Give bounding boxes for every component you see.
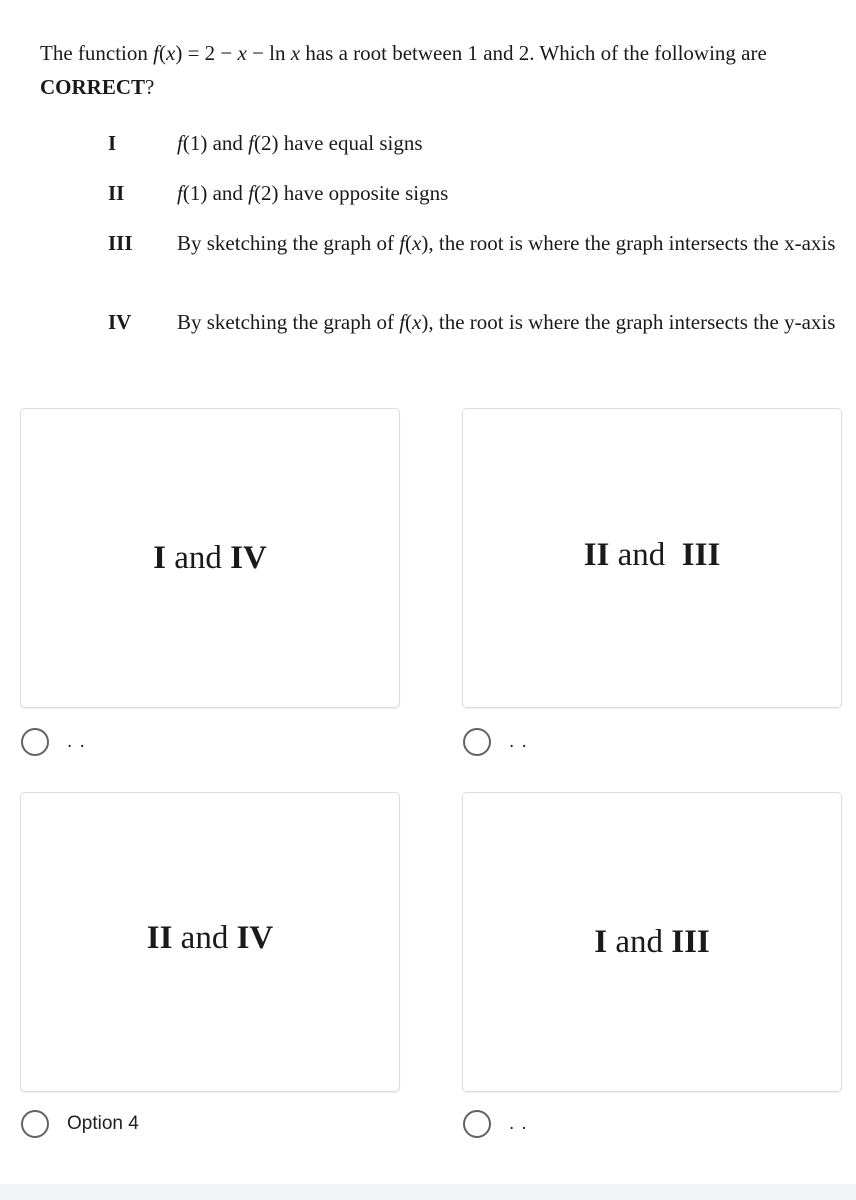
- question-text: [40, 36, 840, 104]
- statement-pre: By sketching the graph of: [177, 310, 400, 334]
- option-3-image[interactable]: [21, 793, 399, 1091]
- option-4-image-text: I and III: [594, 923, 710, 960]
- func-symbol: f: [248, 131, 255, 155]
- option-3[interactable]: [21, 1109, 139, 1139]
- statement-number: IV: [108, 310, 132, 334]
- statement-text: [177, 176, 837, 210]
- statement-rest: , the root is where the graph intersects the x-axis: [428, 231, 836, 255]
- func-arg: (1): [182, 131, 208, 155]
- func-arg: (2): [254, 131, 279, 155]
- footer-bar: [0, 1184, 856, 1200]
- func-symbol: f: [177, 181, 183, 205]
- statement-rest: , the root is where the graph intersects the y-axis: [428, 310, 836, 334]
- question-tail: has a root between 1 and 2. Which of the following are: [300, 41, 767, 65]
- option-4-image[interactable]: [463, 793, 841, 1091]
- question-end: ?: [145, 75, 155, 99]
- option-1-radio[interactable]: [21, 728, 49, 756]
- func-paren-close: ): [175, 41, 183, 65]
- func-symbol: f: [177, 131, 183, 155]
- func-variable: x: [165, 41, 176, 65]
- func-ln: − ln: [246, 41, 291, 65]
- statement-rest: have opposite signs: [278, 181, 449, 205]
- statement-number: II: [108, 181, 125, 205]
- func-paren-open: (: [405, 231, 413, 255]
- option-2-radio[interactable]: [463, 728, 491, 756]
- statement-text: [177, 305, 837, 339]
- statement-rest: have equal signs: [278, 131, 423, 155]
- func-equals: = 2 −: [182, 41, 238, 65]
- func-variable: x: [290, 41, 301, 65]
- statement-number: III: [108, 231, 133, 255]
- func-paren-close: ): [421, 310, 429, 334]
- func-symbol: f: [399, 310, 406, 334]
- func-paren-open: (: [405, 310, 413, 334]
- option-4[interactable]: [463, 1109, 528, 1139]
- option-3-image-text: II and IV: [146, 919, 274, 956]
- question-emphasis: CORRECT: [40, 75, 146, 99]
- question-intro: The function: [40, 41, 154, 65]
- statement-text: [177, 226, 837, 260]
- func-paren-close: ): [421, 231, 429, 255]
- option-1-label[interactable]: . .: [67, 731, 86, 752]
- func-variable: x: [237, 41, 247, 65]
- func-arg: (1): [182, 181, 208, 205]
- option-4-label[interactable]: . .: [509, 1113, 528, 1134]
- func-variable: x: [412, 310, 422, 334]
- option-3-radio[interactable]: [21, 1110, 49, 1138]
- func-arg: (2): [254, 181, 279, 205]
- option-4-radio[interactable]: [463, 1110, 491, 1138]
- statement-and: and: [207, 181, 249, 205]
- statement-text: [177, 126, 837, 160]
- option-1-image-text: I and IV: [153, 539, 267, 576]
- option-2-image[interactable]: [463, 409, 841, 707]
- option-1[interactable]: [21, 727, 86, 757]
- option-2-image-text: II and III: [583, 536, 721, 573]
- statement-and: and: [207, 131, 249, 155]
- func-symbol: f: [399, 231, 406, 255]
- option-2-label[interactable]: . .: [509, 731, 528, 752]
- func-variable: x: [412, 231, 422, 255]
- func-symbol: f: [248, 181, 255, 205]
- option-1-image[interactable]: [21, 409, 399, 707]
- func-paren-open: (: [158, 41, 166, 65]
- option-2[interactable]: [463, 727, 528, 757]
- func-symbol: f: [153, 41, 159, 65]
- statement-pre: By sketching the graph of: [177, 231, 400, 255]
- statement-number: I: [108, 131, 117, 155]
- option-3-label[interactable]: Option 4: [67, 1113, 139, 1134]
